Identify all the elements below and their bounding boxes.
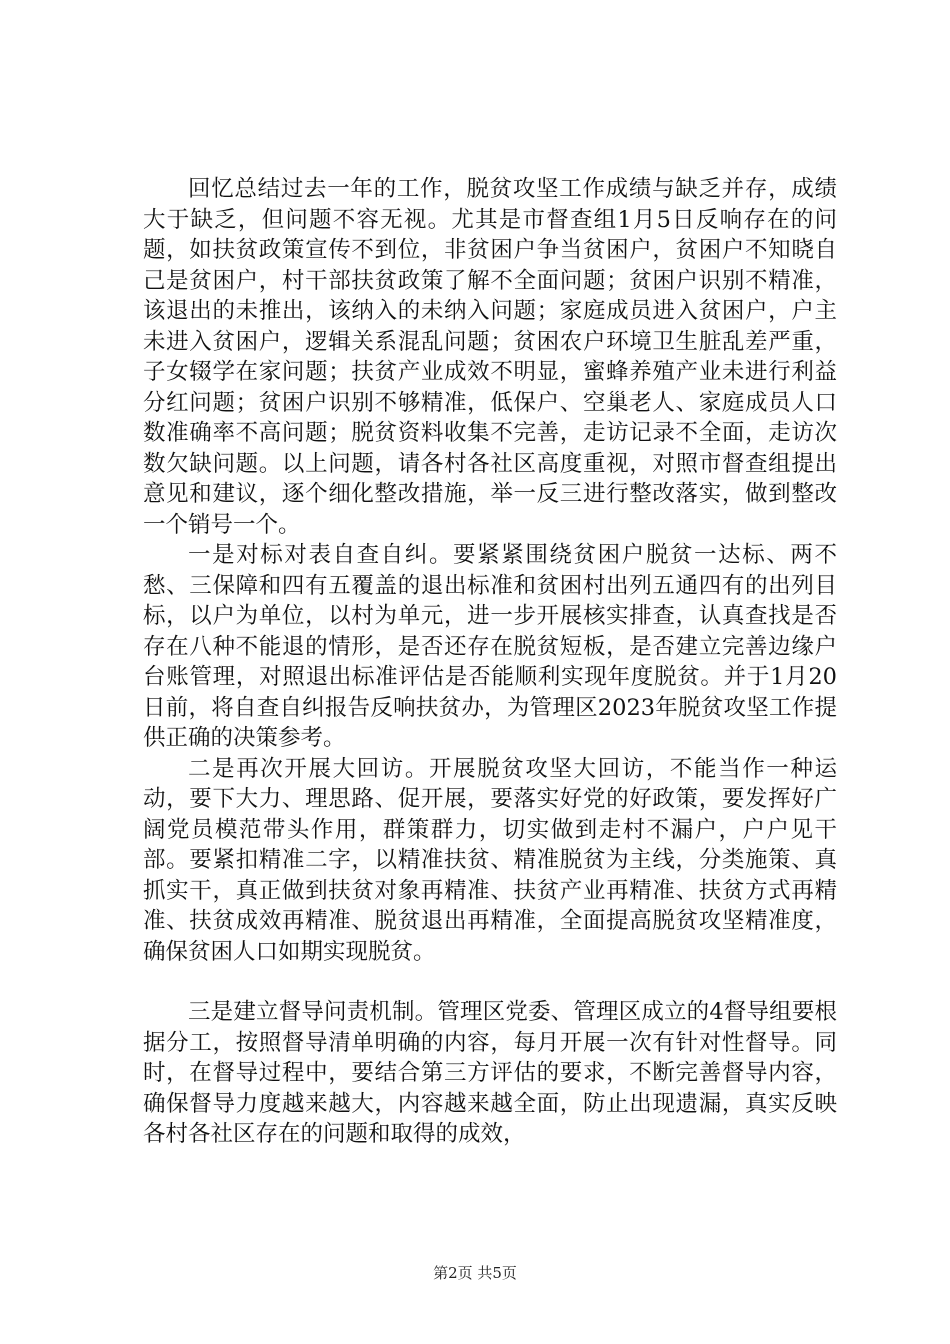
page-number-footer: 第2页 共5页 bbox=[433, 1264, 517, 1282]
paragraph-revisit: 二是再次开展大回访。开展脱贫攻坚大回访，不能当作一种运动，要下大力、理思路、促开展，要落实好党的好政策，要发挥好广阔党员模范带头作用，群策群力，切实做到走村不漏户，户户见干部。要紧扣精准二字，以精准扶贫、精准脱贫为主线，分类施策、真抓实干，真正做到扶贫对象再精准、扶贫产业再精准、扶贫方式再精准、扶贫成效再精准、脱贫退出再精准，全面提高脱贫攻坚精准度，确保贫困人口如期实现脱贫。 bbox=[143, 755, 837, 965]
document-body bbox=[143, 174, 837, 1150]
paragraph-review-summary: 回忆总结过去一年的工作，脱贫攻坚工作成绩与缺乏并存，成绩大于缺乏，但问题不容无视。尤其是市督查组1月5日反响存在的问题，如扶贫政策宣传不到位，非贫困户争当贫困户，贫困户不知晓自己是贫困户，村干部扶贫政策了解不全面问题；贫困户识别不精准，该退出的未推出，该纳入的未纳入问题；家庭成员进入贫困户，户主未进入贫困户，逻辑关系混乱问题；贫困农户环境卫生脏乱差严重，子女辍学在家问题；扶贫产业成效不明显，蜜蜂养殖产业未进行利益分红问题；贫困户识别不够精准，低保户、空巢老人、家庭成员人口数准确率不高问题；脱贫资料收集不完善，走访记录不全面，走访次数欠缺问题。以上问题，请各村各社区高度重视，对照市督查组提出意见和建议，逐个细化整改措施，举一反三进行整改落实，做到整改一个销号一个。 bbox=[143, 176, 837, 538]
paragraph-supervision: 三是建立督导问责机制。管理区党委、管理区成立的4督导组要根据分工，按照督导清单明确的内容，每月开展一次有针对性督导。同时，在督导过程中，要结合第三方评估的要求，不断完善督导内容，确保督导力度越来越大，内容越来越全面，防止出现遗漏，真实反映各村各社区存在的问题和取得的成效， bbox=[143, 999, 837, 1147]
paragraph-self-check: 一是对标对表自查自纠。要紧紧围绕贫困户脱贫一达标、两不愁、三保障和四有五覆盖的退出标准和贫困村出列五通四有的出列目标，以户为单位，以村为单元，进一步开展核实排查，认真查找是否存在八种不能退的情形，是否还存在脱贫短板，是否建立完善边缘户台账管理，对照退出标准评估是否能顺利实现年度脱贫。并于1月20日前，将自查自纠报告反响扶贫办，为管理区2023年脱贫攻坚工作提供正确的决策参考。 bbox=[143, 542, 837, 751]
